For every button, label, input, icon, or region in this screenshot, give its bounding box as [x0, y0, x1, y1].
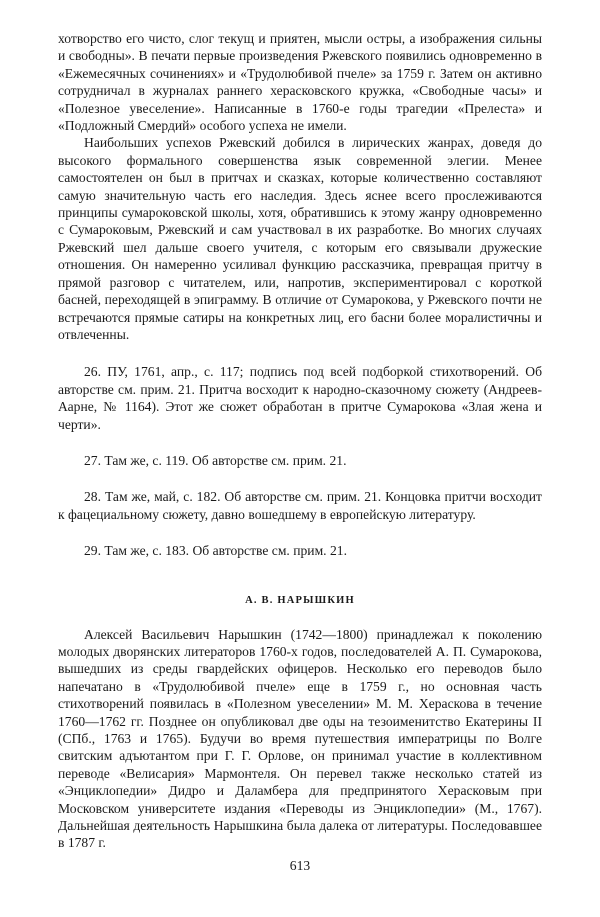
section-paragraph: Алексей Васильевич Нарышкин (1742—1800) принадлежал к поколению молодых дворянских литераторов 1760-х годов, последователей А. П. Сумарокова, вышедших из среды гвардейских офицеров. Несколько его переводов было напечатано в «Трудолюбивой пчеле» еще в 1759 г., но основная часть стихотворений появилась в «Полезном увеселении» М. М. Хераскова в течение 1760—1762 гг. Позднее он опубликовал две оды на тезоименитство Екатерины II (СПб., 1763 и 1765). Будучи во время путешествия императрицы по Волге свитским адъютантом при Г. Г. Орлове, он принимал участие в коллективном переводе «Велисария» Мармонтеля. Он перевел также несколько статей из «Энциклопедии» Дидро и Даламбера для предпринятого Херасковым при Московском университете издания «Переводы из Энциклопедии» (М., 1767). Дальнейшая деятельность Нарышкина была далека от литературы. Последовавшее в 1787 г. — [58, 626, 542, 851]
note-item: 26. ПУ, 1761, апр., с. 117; подпись под всей подборкой стихотворений. Об авторстве см. прим. 21. Притча восходит к народно-сказочному сюжету (Андреев-Аарне, № 1164). Этот же сюжет обработан в притче Сумарокова «Злая жена и черти». — [58, 364, 542, 432]
body-paragraph: хотворство его чисто, слог текущ и приятен, мысли остры, а изображения сильны и свободны». В печати первые произведения Ржевского появились одновременно в «Ежемесячных сочинениях» и «Трудолюбивой пчеле» за 1759 г. Затем он активно сотрудничал в журналах раннего херасковского кружка, «Свободные часы» и «Полезное увеселение». Написанные в 1760-е годы трагедии «Прелеста» и «Подложный Смердий» особого успеха не имели. — [58, 31, 542, 134]
page-body — [58, 30, 542, 852]
body-paragraph: Наибольших успехов Ржевский добился в лирических жанрах, доведя до высокого формального совершенства язык современной элегии. Менее самостоятелен он был в притчах и сказках, которые количественно составляют самую значительную часть его наследия. Здесь яснее всего прослеживаются принципы сумароковской школы, хотя, обратившись к этому жанру одновременно с Сумароковым, Ржевский и сам участвовал в их разработке. Во многих случаях Ржевский шел дальше своего учителя, с которым его связывали дружеские отношения. Он намеренно усиливал функцию рассказчика, превращая притчу в прямой разговор с читателем, или, напротив, экспериментировал с короткой басней, переходящей в эпиграмму. В отличие от Сумарокова, у Ржевского почти не встречаются прямые сатиры на конкретных лиц, его басни более моралистичны и отвлеченны. — [58, 135, 542, 342]
note-item: 29. Там же, с. 183. Об авторстве см. прим. 21. — [84, 543, 347, 559]
note-item: 27. Там же, с. 119. Об авторстве см. прим. 21. — [84, 452, 347, 468]
note-item: 28. Там же, май, с. 182. Об авторстве см. прим. 21. Концовка притчи восходит к фацециальному сюжету, давно вошедшему в европейскую литературу. — [58, 489, 542, 522]
page-number: 613 — [289, 858, 311, 873]
section-heading: А. В. НАРЫШКИН — [245, 594, 355, 606]
